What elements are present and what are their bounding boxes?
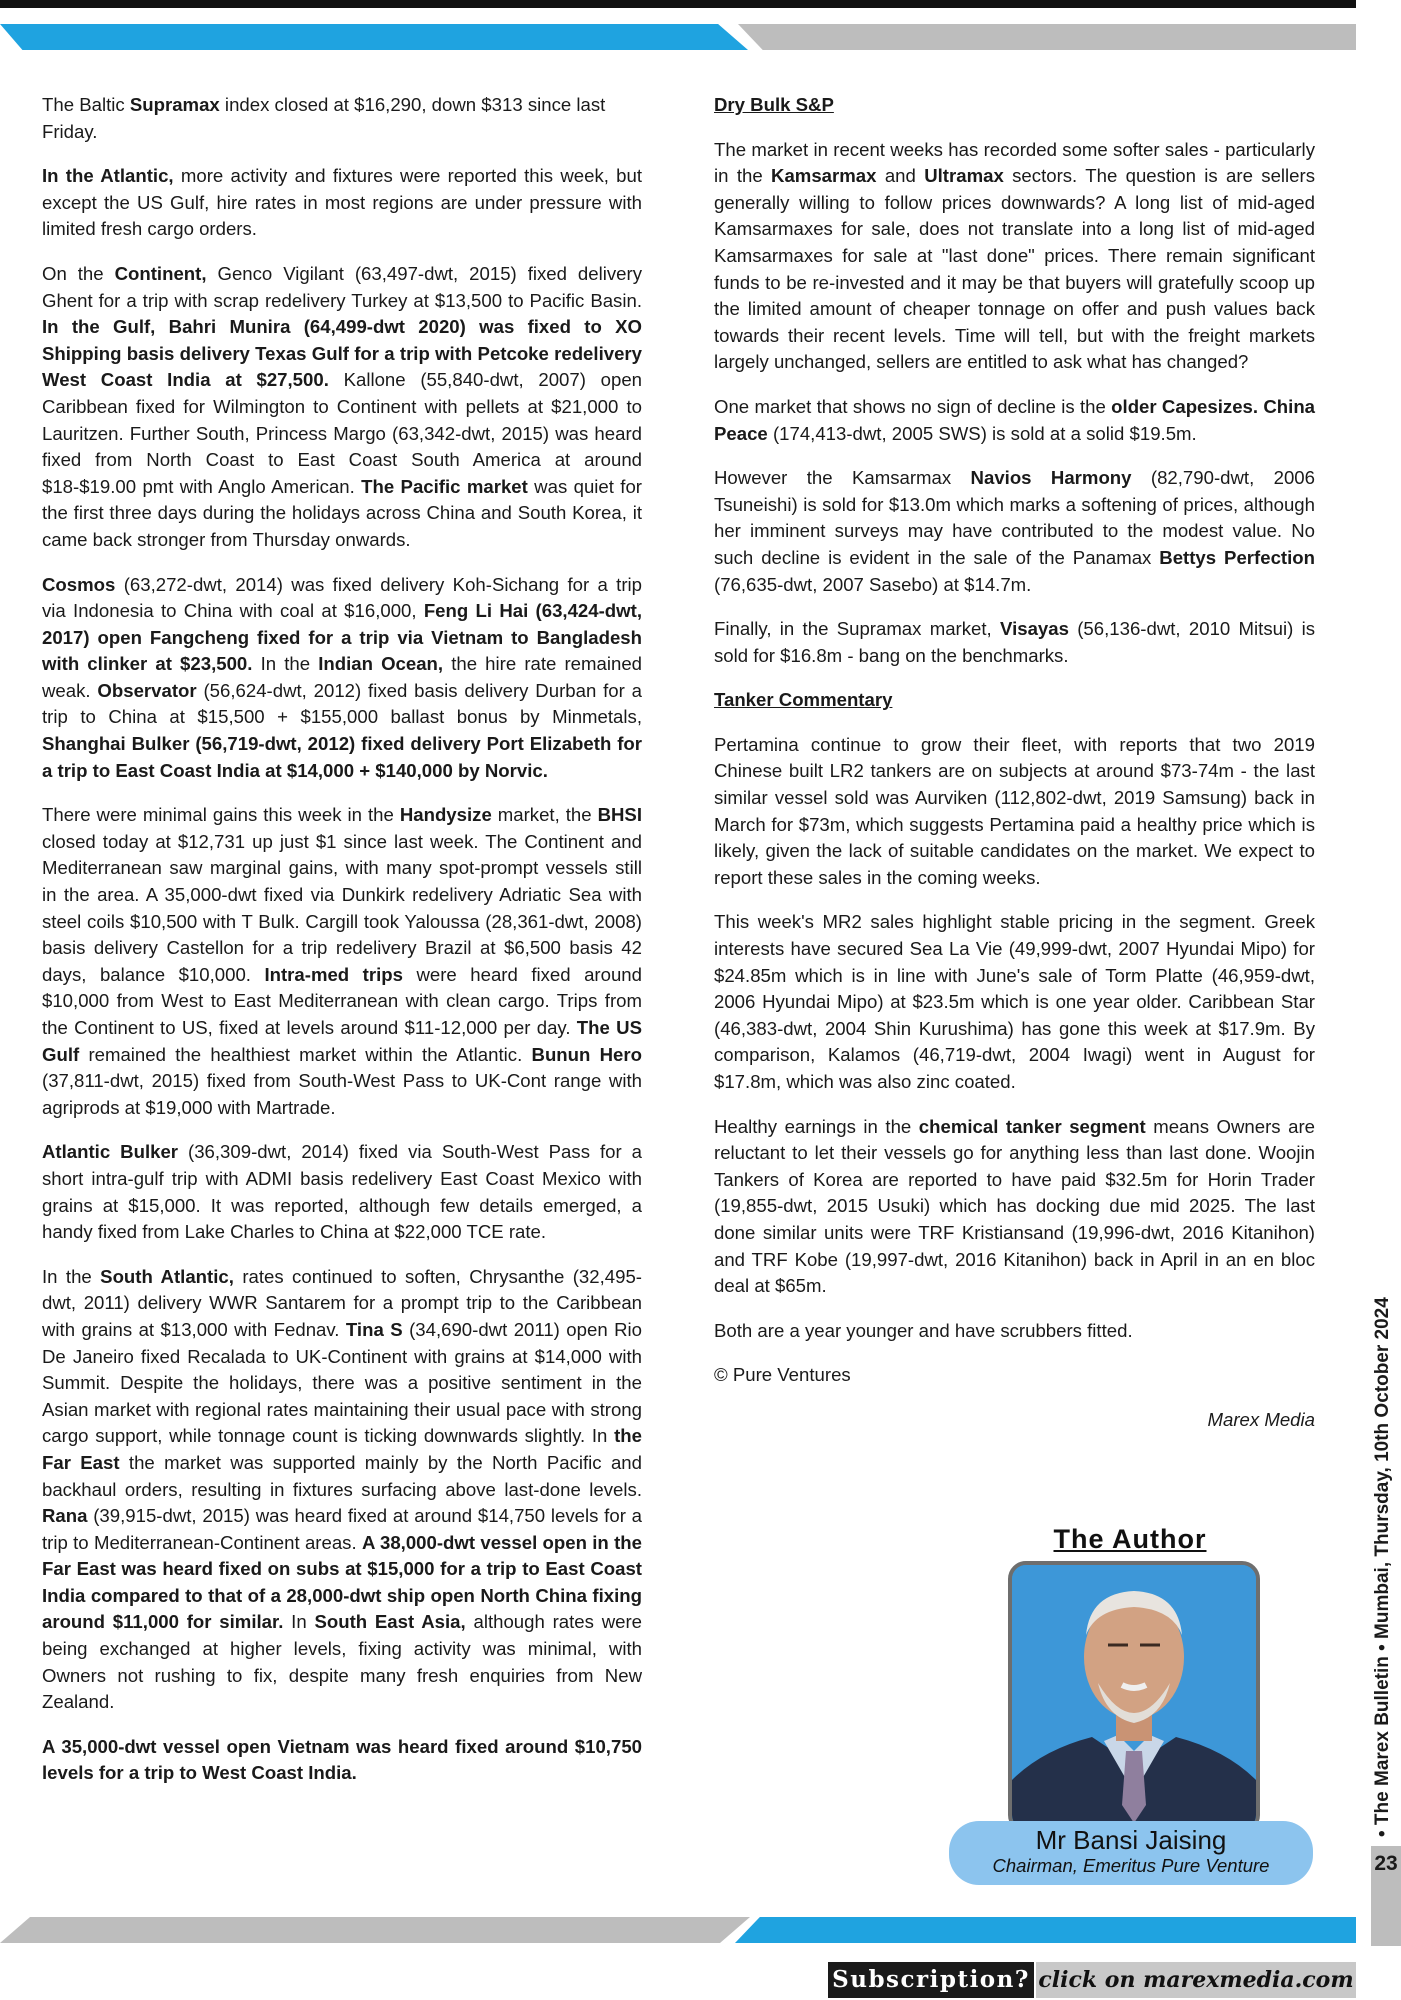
sidebar-publication-line: • The Marex Bulletin • Mumbai, Thursday, 10th October 2024 <box>1372 1297 1393 1837</box>
paragraph: However the Kamsarmax Navios Harmony (82,790-dwt, 2006 Tsuneishi) is sold for $13.0m which marks a softening of prices, although her imminent surveys may have contributed to the modest value. No such decline is evident in the sale of the Panamax Bettys Perfection (76,635-dwt, 2007 Sasebo) at $14.7m. <box>714 467 1315 595</box>
portrait-icon <box>1012 1565 1256 1829</box>
paragraph: In the South Atlantic, rates continued to soften, Chrysanthe (32,495-dwt, 2011) delivery WWR Santarem for a prompt trip to the Caribbean with grains at $13,000 with Fednav. Tina S (34,690-dwt 2011) open Rio De Janeiro fixed Recalada to UK-Continent with grains at $14,000 with Summit. Despite the holidays, there was a positive sentiment in the Asian market with regional rates maintaining their usual pace with strong cargo support, while tonnage count is ticking downwards slightly. In the Far East the market was supported mainly by the North Pacific and backhaul orders, resulting in fixtures surfacing above last-done levels. Rana (39,915-dwt, 2015) was heard fixed at around $14,750 levels for a trip to Mediterranean-Continent areas. A 38,000-dwt vessel open in the Far East was heard fixed on subs at $15,000 for a trip to East Coast India compared to that of a 28,000-dwt ship open North China fixing around $11,000 for similar. In South East Asia, although rates were being exchanged at higher levels, fixing activity was minimal, with Owners not rushing to fix, despite many fresh enquiries from New Zealand. <box>42 1265 643 1713</box>
paragraph: In the Atlantic, more activity and fixtures were reported this week, but except the US Gulf, hire rates in most regions are under pressure with limited fresh cargo orders. <box>42 165 643 240</box>
right-column <box>714 92 1315 1452</box>
footer-band-gray <box>0 1917 750 1943</box>
section-heading-dry-bulk: Dry Bulk S&P <box>714 94 834 115</box>
header-band-blue <box>0 24 748 50</box>
paragraph: A 35,000-dwt vessel open Vietnam was heard fixed around $10,750 levels for a trip to West Coast India. <box>42 1735 642 1784</box>
signature: Marex Media <box>1207 1408 1315 1430</box>
copyright: © Pure Ventures <box>714 1364 851 1386</box>
paragraph: The Baltic Supramax index closed at $16,290, down $313 since last Friday. <box>42 94 606 142</box>
left-column <box>42 92 642 1805</box>
header-band-gray <box>738 24 1356 50</box>
paragraph: Cosmos (63,272-dwt, 2014) was fixed delivery Koh-Sichang for a trip via Indonesia to China with coal at $16,000, Feng Li Hai (63,424-dwt, 2017) open Fangcheng fixed for a trip via Vietnam to Bangladesh with clinker at $23,500. In the Indian Ocean, the hire rate remained weak. Observator (56,624-dwt, 2012) fixed basis delivery Durban for a trip to China at $15,500 + $155,000 ballast bonus by Minmetals, Shanghai Bulker (56,719-dwt, 2012) fixed delivery Port Elizabeth for a trip to East Coast India at $14,000 + $140,000 by Norvic. <box>42 573 643 781</box>
footer-band-blue <box>735 1917 1356 1943</box>
paragraph: On the Continent, Genco Vigilant (63,497-dwt, 2015) fixed delivery Ghent for a trip with scrap redelivery Turkey at $13,500 to Pacific Basin. In the Gulf, Bahri Munira (64,499-dwt 2020) was fixed to XO Shipping basis delivery Texas Gulf for a trip with Petcoke redelivery West Coast India at $27,500. Kallone (55,840-dwt, 2007) open Caribbean fixed for Wilmington to Continent with pellets at $21,000 to Lauritzen. Further South, Princess Margo (63,342-dwt, 2015) was heard fixed from North Coast to East Coast South America at around $18-$19.00 pmt with Anglo American. The Pacific market was quiet for the first three days during the holidays across China and South Korea, it came back stronger from Thursday onwards. <box>42 262 643 550</box>
paragraph: Both are a year younger and have scrubbers fitted. <box>714 1319 1133 1341</box>
author-heading: The Author <box>1053 1524 1207 1554</box>
section-heading-tanker: Tanker Commentary <box>714 689 893 711</box>
subscription-label: Subscription? <box>828 1962 1034 1998</box>
paragraph: There were minimal gains this week in the Handysize market, the BHSI closed today at $12,731 up just $1 since last week. The Continent and Mediterranean saw marginal gains, with many spot-prompt vessels still in the area. A 35,000-dwt fixed via Dunkirk redelivery Adriatic Sea with steel coils $10,500 with T Bulk. Cargill took Yaloussa (28,361-dwt, 2008) basis delivery Castellon for a trip redelivery Brazil at $6,500 basis 42 days, balance $10,000. Intra-med trips were heard fixed around $10,000 from West to East Mediterranean with clean cargo. Trips from the Continent to US, fixed at levels around $11-12,000 per day. The US Gulf remained the healthiest market within the Atlantic. Bunun Hero (37,811-dwt, 2015) fixed from South-West Pass to UK-Cont range with agriprods at $19,000 with Martrade. <box>42 804 642 1118</box>
page-number: 23 <box>1374 1852 1398 1875</box>
paragraph: One market that shows no sign of decline is the older Capesizes. China Peace (174,413-dwt, 2005 SWS) is sold at a solid $19.5m. <box>714 395 1316 444</box>
top-rule <box>0 0 1356 8</box>
paragraph: Finally, in the Supramax market, Visayas (56,136-dwt, 2010 Mitsui) is sold for $16.8m - bang on the benchmarks. <box>714 618 1315 666</box>
subscription-link[interactable]: click on marexmedia.com <box>1036 1962 1356 1998</box>
paragraph: The market in recent weeks has recorded some softer sales - particularly in the Kamsarmax and Ultramax sectors. The question is are sellers generally willing to follow prices downwards? A long list of mid-aged Kamsarmaxes for sale, does not translate into a long list of mid-aged Kamsarmaxes for sale at "last done" prices. There remain significant funds to be re-invested and it may be that buyers will gratefully scoop up the limited amount of cheaper tonnage on offer and push values back towards their recent levels. Time will tell, but with the freight markets largely unchanged, sellers are entitled to ask what has changed? <box>714 138 1316 373</box>
author-name: Mr Bansi Jaising <box>1035 1825 1227 1855</box>
paragraph: Atlantic Bulker (36,309-dwt, 2014) fixed via South-West Pass for a short intra-gulf trip with ADMI basis redelivery East Coast Mexico with grains at $15,000. It was reported, although few details emerged, a handy fixed from Lake Charles to China at $22,000 TCE rate. <box>42 1141 642 1243</box>
paragraph: This week's MR2 sales highlight stable pricing in the segment. Greek interests have secured Sea La Vie (49,999-dwt, 2007 Hyundai Mipo) for $24.85m which is in line with June's sale of Torm Platte (46,959-dwt, 2006 Hyundai Mipo) at $23.5m which is one year older. Caribbean Star (46,383-dwt, 2004 Shin Kurushima) has gone this week at $17.9m. By comparison, Kalamos (46,719-dwt, 2004 Iwagi) went in August for $17.8m, which was also zinc coated. <box>714 911 1315 1092</box>
author-photo <box>1008 1561 1260 1833</box>
author-role: Chairman, Emeritus Pure Venture <box>992 1855 1270 1876</box>
paragraph: Pertamina continue to grow their fleet, with reports that two 2019 Chinese built LR2 tankers are on subjects at around $73-74m - the last similar vessel sold was Aurviken (112,802-dwt, 2019 Samsung) back in March for $73m, which suggests Pertamina paid a healthy price which is likely, given the lack of suitable candidates on the market. We expect to report these sales in the coming weeks. <box>714 733 1315 888</box>
paragraph: Healthy earnings in the chemical tanker segment means Owners are reluctant to let their vessels go for anything less than last done. Woojin Tankers of Korea are reported to have paid $32.5m for Horin Trader (19,855-dwt, 2015 Usuki) which has docking due mid 2025. The last done similar units were TRF Kristiansand (19,996-dwt, 2016 Kitanihon) and TRF Kobe (19,997-dwt, 2016 Kitanihon) back in April in an en bloc deal at $65m. <box>714 1115 1315 1297</box>
author-caption <box>949 1821 1313 1885</box>
